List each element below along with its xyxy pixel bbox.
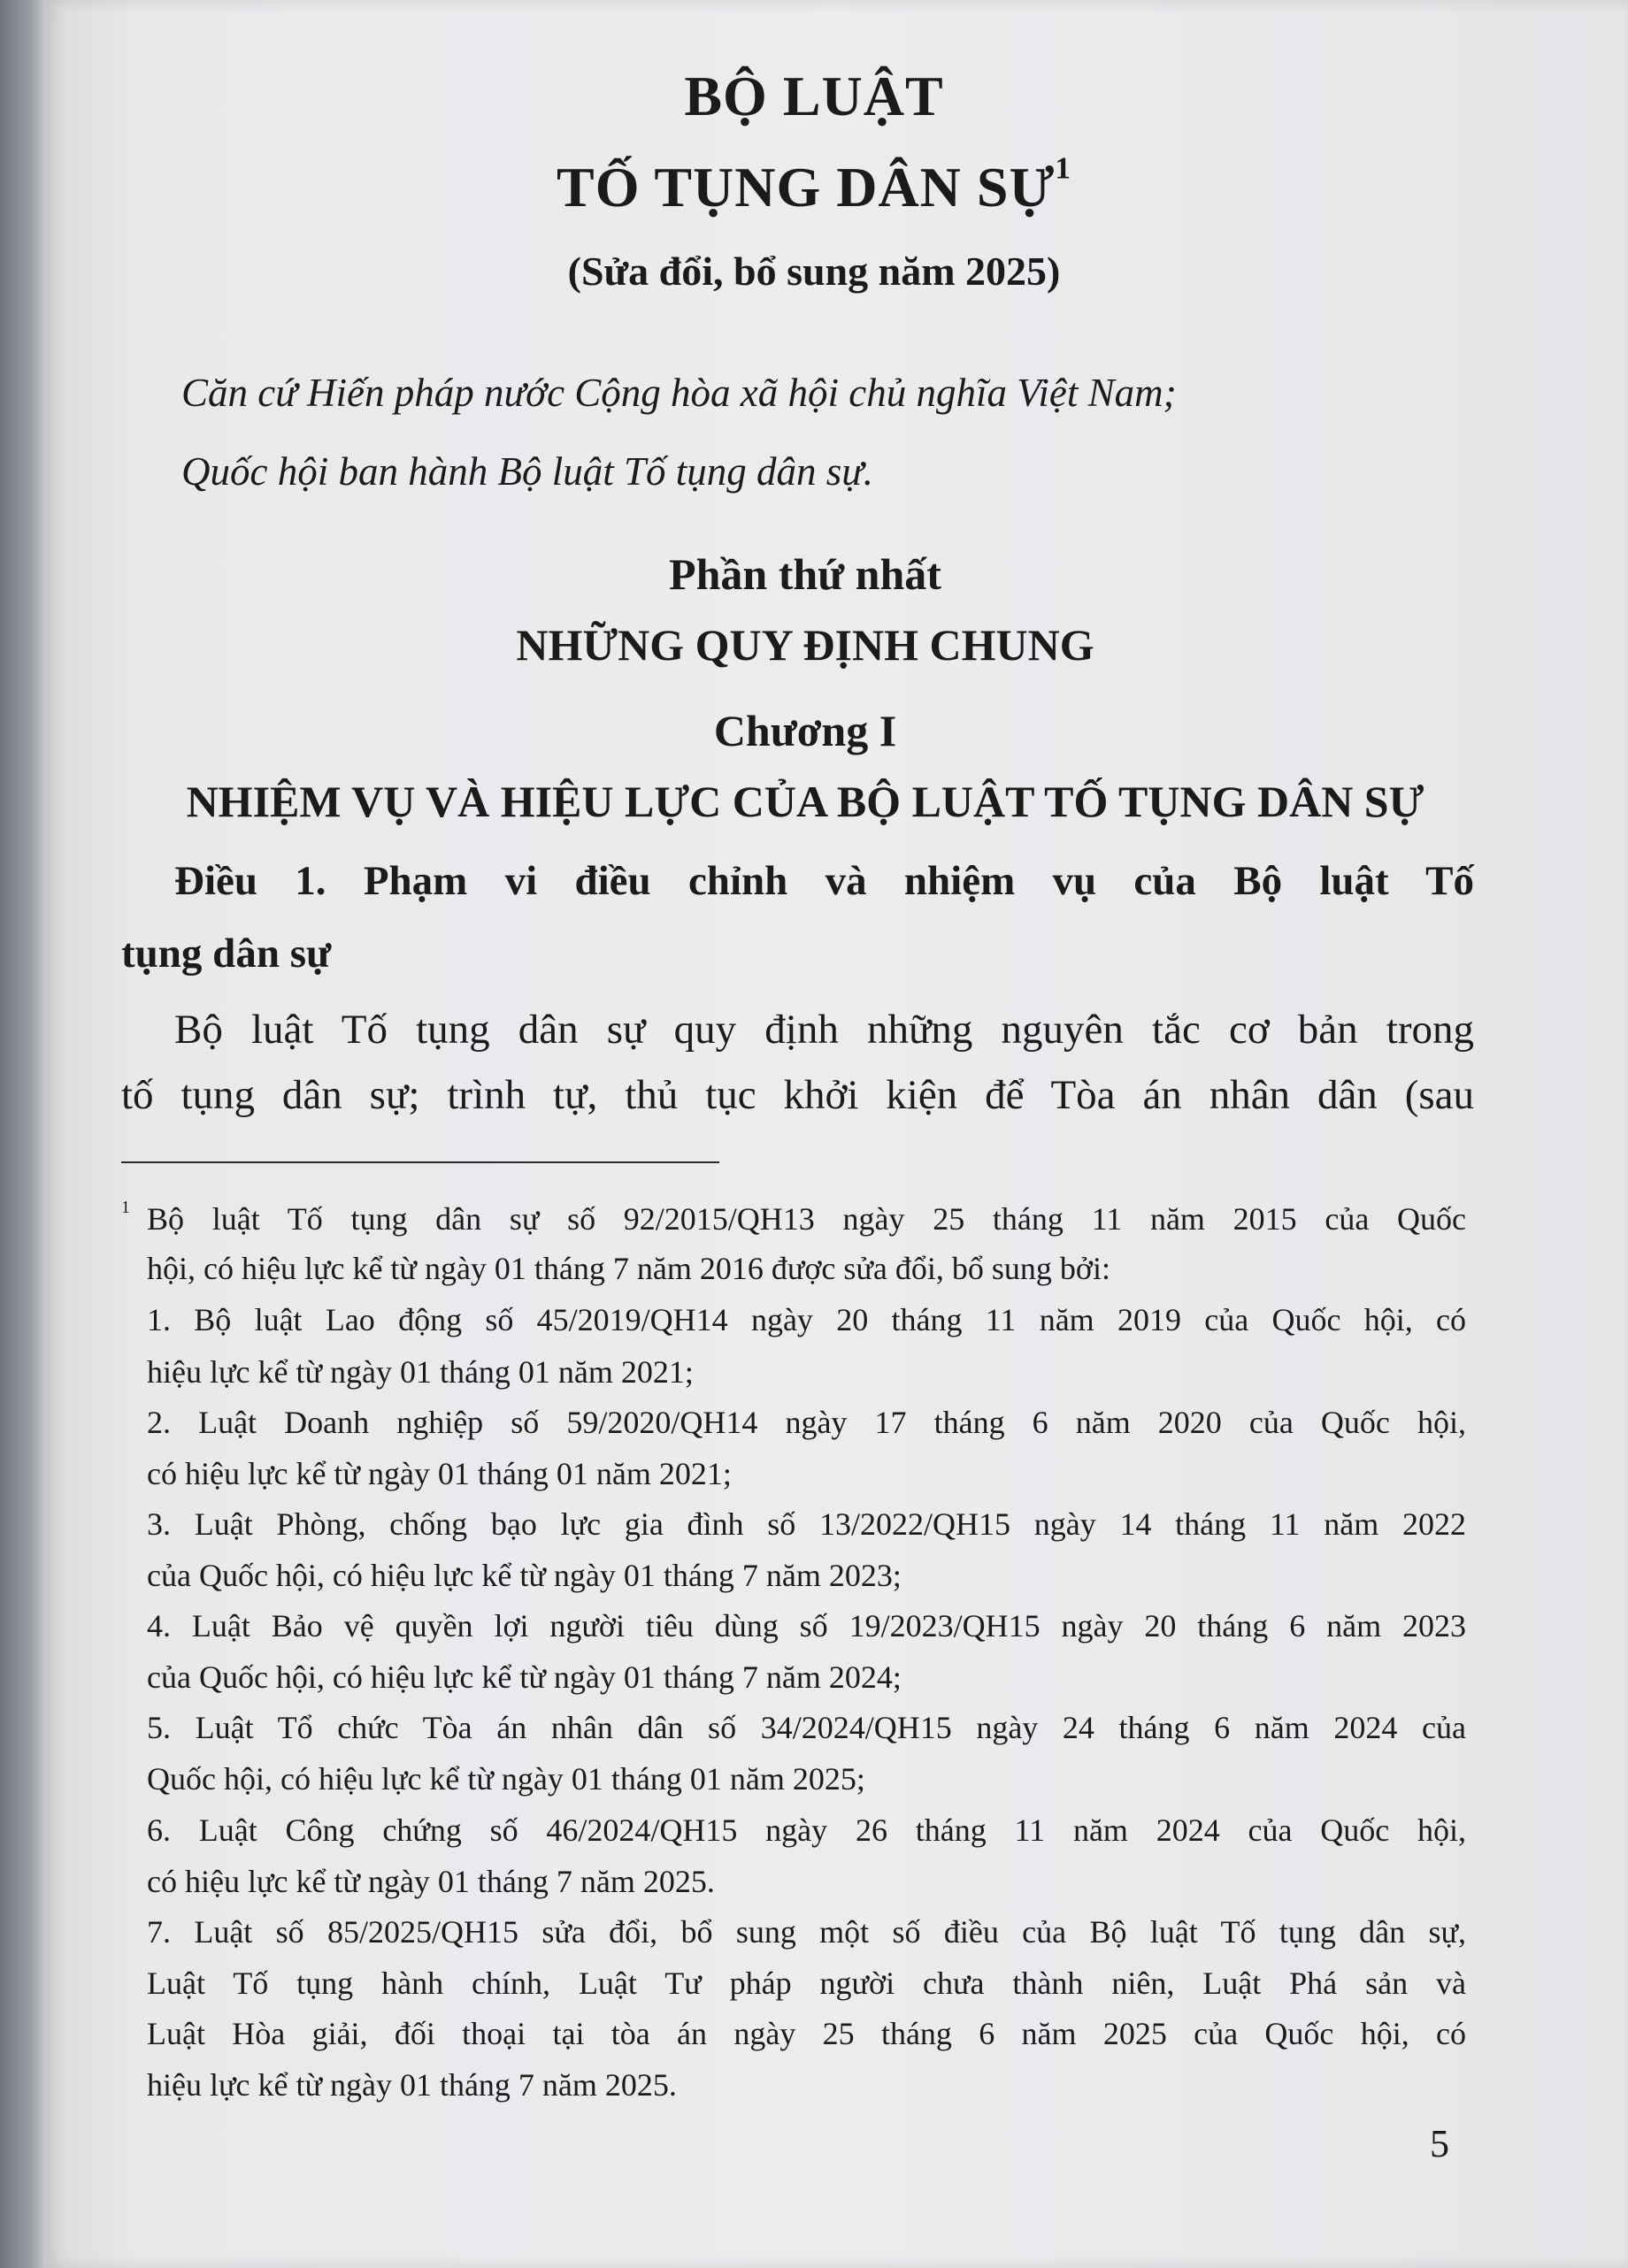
preamble-line: Căn cứ Hiến pháp nước Cộng hòa xã hội chủ nghĩa Việt Nam; xyxy=(181,371,1177,415)
article-title-line1: Điều 1. Phạm vi điều chỉnh và nhiệm vụ của Bộ luật Tố xyxy=(174,858,1474,904)
page-number: 5 xyxy=(1430,2122,1449,2165)
footnote-line: Quốc hội, có hiệu lực kể từ ngày 01 tháng 01 năm 2025; xyxy=(147,1761,865,1797)
footnote-line: có hiệu lực kể từ ngày 01 tháng 7 năm 2025. xyxy=(147,1864,715,1899)
footnote-line: Bộ luật Tố tụng dân sự số 92/2015/QH13 ngày 25 tháng 11 năm 2015 của Quốc xyxy=(147,1201,1466,1237)
footnote-line: 6. Luật Công chứng số 46/2024/QH15 ngày 26 tháng 11 năm 2024 của Quốc hội, xyxy=(147,1812,1466,1848)
footnote-line: của Quốc hội, có hiệu lực kể từ ngày 01 tháng 7 năm 2023; xyxy=(147,1558,902,1593)
footnote-line: hội, có hiệu lực kể từ ngày 01 tháng 7 năm 2016 được sửa đổi, bổ sung bởi: xyxy=(147,1251,1110,1286)
part-label: Phần thứ nhất xyxy=(669,549,941,599)
footnote-line: 2. Luật Doanh nghiệp số 59/2020/QH14 ngày 17 tháng 6 năm 2020 của Quốc hội, xyxy=(147,1405,1466,1440)
footnote-line: Luật Hòa giải, đối thoại tại tòa án ngày 25 tháng 6 năm 2025 của Quốc hội, có xyxy=(147,2016,1466,2051)
article-title-line2: tụng dân sự xyxy=(121,931,332,977)
footnote-line: 3. Luật Phòng, chống bạo lực gia đình số 13/2022/QH15 ngày 14 tháng 11 năm 2022 xyxy=(147,1506,1466,1542)
footnote-line: hiệu lực kể từ ngày 01 tháng 01 năm 2021; xyxy=(147,1354,694,1390)
chapter-label: Chương I xyxy=(713,706,897,755)
law-subtitle: (Sửa đổi, bổ sung năm 2025) xyxy=(567,249,1061,294)
chapter-name: NHIỆM VỤ VÀ HIỆU LỰC CỦA BỘ LUẬT TỐ TỤNG DÂN SỰ xyxy=(186,777,1424,826)
footnote-line: 5. Luật Tổ chức Tòa án nhân dân số 34/2024/QH15 ngày 24 tháng 6 năm 2024 của xyxy=(147,1710,1466,1745)
footnote-separator xyxy=(121,1161,719,1163)
footnote-line: có hiệu lực kể từ ngày 01 tháng 01 năm 2021; xyxy=(147,1456,732,1491)
part-name: NHỮNG QUY ĐỊNH CHUNG xyxy=(516,620,1094,670)
footnote-marker-number: 1 xyxy=(121,1198,130,1218)
preamble-line: Quốc hội ban hành Bộ luật Tố tụng dân sự. xyxy=(181,449,874,494)
footnote-line: 4. Luật Bảo vệ quyền lợi người tiêu dùng số 19/2023/QH15 ngày 20 tháng 6 năm 2023 xyxy=(147,1608,1466,1644)
footnote-line: của Quốc hội, có hiệu lực kể từ ngày 01 tháng 7 năm 2024; xyxy=(147,1659,902,1695)
footnote-line: Luật Tố tụng hành chính, Luật Tư pháp người chưa thành niên, Luật Phá sản và xyxy=(147,1965,1466,2001)
law-title-line1: BỘ LUẬT xyxy=(684,65,944,127)
article-body-line: Bộ luật Tố tụng dân sự quy định những nguyên tắc cơ bản trong xyxy=(174,1007,1474,1053)
law-title-line2 xyxy=(0,150,1628,220)
footnote-reference: 1 xyxy=(1055,150,1071,186)
law-title-text: TỐ TỤNG DÂN SỰ xyxy=(557,156,1056,218)
article-body-line: tố tụng dân sự; trình tự, thủ tục khởi kiện để Tòa án nhân dân (sau xyxy=(121,1072,1474,1118)
footnote-line: 7. Luật số 85/2025/QH15 sửa đổi, bổ sung một số điều của Bộ luật Tố tụng dân sự, xyxy=(147,1914,1466,1950)
footnote-line: hiệu lực kể từ ngày 01 tháng 7 năm 2025. xyxy=(147,2067,677,2103)
footnote-marker xyxy=(121,1199,130,1237)
footnote-line: 1. Bộ luật Lao động số 45/2019/QH14 ngày 20 tháng 11 năm 2019 của Quốc hội, có xyxy=(147,1302,1466,1337)
